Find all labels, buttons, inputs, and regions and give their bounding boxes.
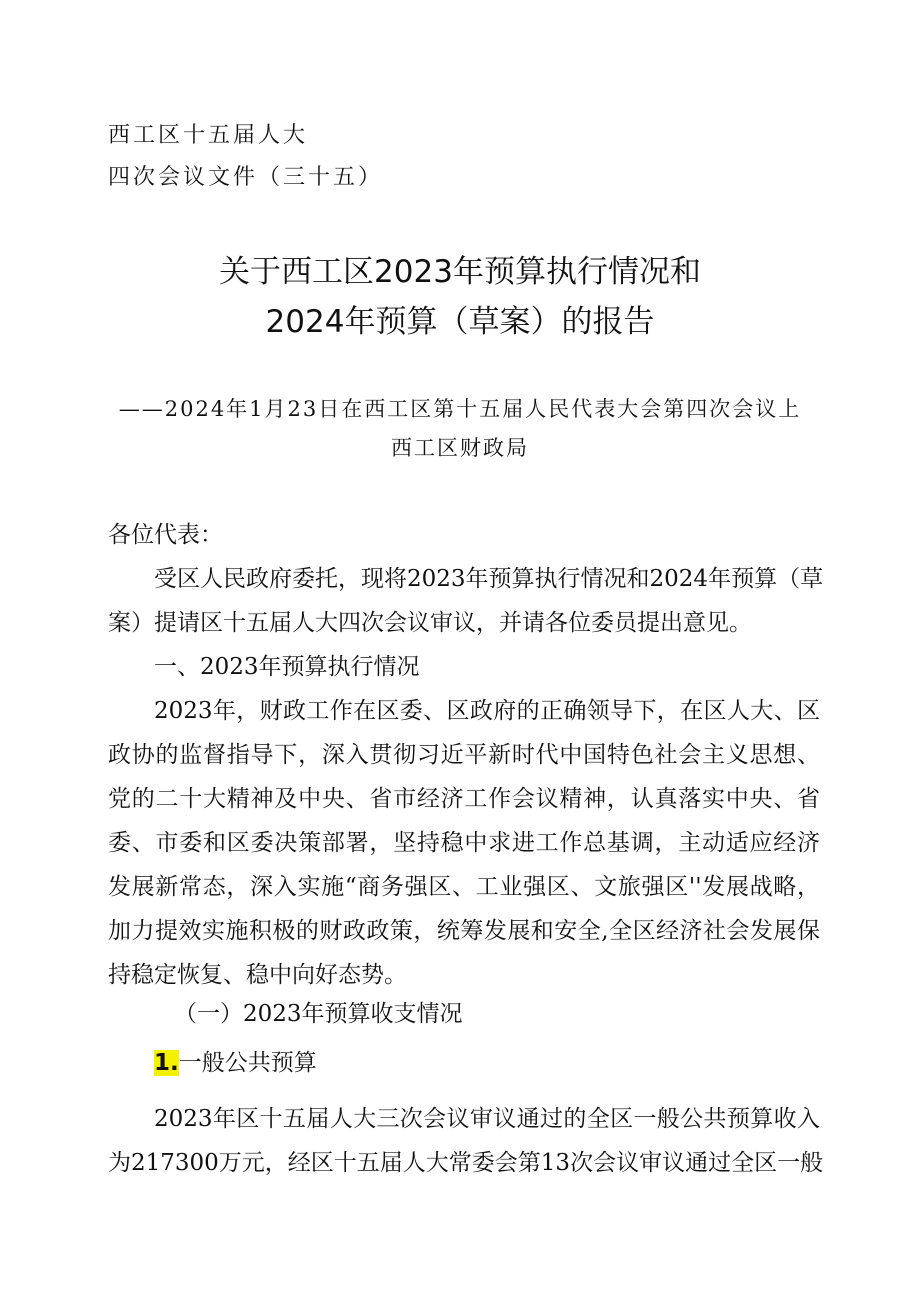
text-line: 发展新常态，深入实施“商务强区、工业强区、文旅强区''发展战略， [108, 874, 820, 900]
text-line: 2023年，财政工作在区委、区政府的正确领导下，在区人大、区 [154, 698, 820, 724]
section-heading [108, 645, 820, 689]
item-number-highlight: 1. [154, 1050, 179, 1076]
greeting-text: 各位代表： [108, 522, 223, 548]
text-line: 委、市委和区委决策部署，坚持稳中求进工作总基调，主动适应经济 [108, 830, 820, 856]
greeting [108, 513, 820, 557]
text-line: 案）提请区十五届人大四次会议审议，并请各位委员提出意见。 [108, 610, 752, 636]
report-title-line2: 2024年预算（草案）的报告 [265, 304, 655, 340]
text-line: 受区人民政府委托，现将2023年预算执行情况和2024年预算（草 [154, 566, 824, 592]
paragraph-general-budget [108, 1097, 824, 1185]
document-number: 四次会议文件（三十五） [108, 165, 384, 190]
text-line: 加力提效实施积极的财政政策，统筹发展和安全,全区经济社会发展保 [108, 918, 820, 944]
text-line: 为217300万元，经区十五届人大常委会第13次会议审议通过全区一般 [108, 1150, 824, 1176]
paragraph-intro [108, 557, 824, 645]
meeting-info: ——2024年1月23日在西工区第十五届人民代表大会第四次会议上 [118, 397, 802, 421]
text-line: 党的二十大精神及中央、省市经济工作会议精神，认真落实中央、省 [108, 786, 820, 812]
text-line: 持稳定恢复、稳中向好态势。 [108, 962, 407, 988]
author-department: 西工区财政局 [391, 436, 529, 460]
subsection-heading-text: （一）2023年预算收支情况 [174, 1001, 463, 1027]
section-heading-text: 一、2023年预算执行情况 [154, 654, 420, 680]
report-title-line1: 关于西工区2023年预算执行情况和 [219, 254, 701, 290]
item-label: 一般公共预算 [178, 1050, 317, 1076]
subsection-heading [108, 992, 820, 1036]
text-line: 政协的监督指导下，深入贯彻习近平新时代中国特色社会主义思想、 [108, 742, 820, 768]
document-issuer: 西工区十五届人大 [108, 123, 309, 148]
text-line: 2023年区十五届人大三次会议审议通过的全区一般公共预算收入 [154, 1106, 820, 1132]
item-heading [108, 1041, 820, 1085]
paragraph-overview [108, 689, 820, 997]
